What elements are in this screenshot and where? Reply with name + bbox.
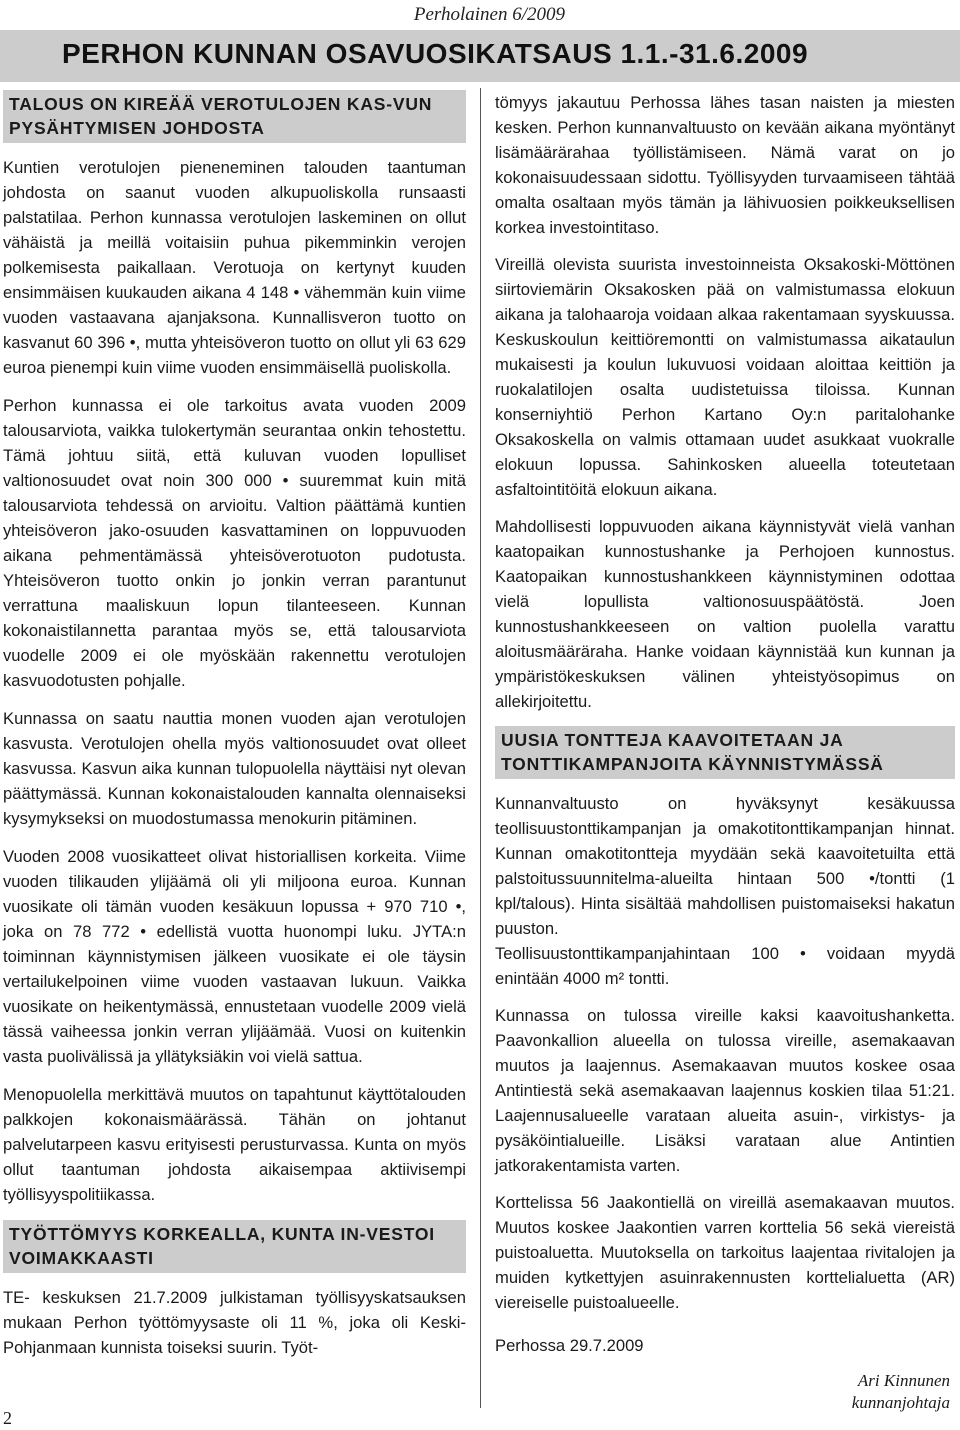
place-date: Perhossa 29.7.2009 xyxy=(495,1336,644,1355)
left-column xyxy=(3,90,466,1373)
running-header: Perholainen 6/2009 xyxy=(413,4,565,25)
paragraph: Vuoden 2008 vuosikatteet olivat historiallisen korkeita. Viime vuoden tilikauden ylijäämä oli yli miljoona euroa. Kunnan vuosikate oli tämän vuoden kesäkuun lopussa + 970 710 •, joka on 78 772 • edellistä vuotta huonompi luku. JYTA:n toiminnan käynnistymisen jälkeen vuosikate ei ole täysin vertailukelpoinen viime vuoden vastaavan lukuun. Vaikka vuosikate on heikentymässä, ennustetaan vuodelle 2009 vielä tässä vaiheessa jonkin verran ylijäämää. Vuosi on kuitenkin vasta puolivälissä ja yllätyksiäkin voi vielä sattua. xyxy=(3,847,466,1066)
paragraph: Perhon kunnassa ei ole tarkoitus avata vuoden 2009 talousarviota, vaikka tulokertymän seurantaa onkin tehostettu. Tämä johtuu siitä, että kuluvan vuoden lopulliset valtionosuudet ovat noin 300 000 • suuremmat kuin mitä talousarviota tehdessä on arvioitu. Valtion päättämä kuntien yhteisöveron jako-osuuden kasvattaminen on loppuvuoden aikana pehmentämässä yhteisöverotuoton pudotusta. Yhteisöveron tuotto onkin jo jonkin verran parantunut verrattuna maaliskuun lopun tilanteeseen. Kunnan kokonaistilannetta parantaa myös se, että talousarviota vuodelle 2009 ei ole myöskään rakennettu verotulojen kasvuodotusten pohjalle. xyxy=(3,396,466,690)
paragraph: Kunnassa on saatu nauttia monen vuoden ajan verotulojen kasvusta. Verotulojen ohella myös valtionosuudet ovat olleet kasvussa. Kasvun aika kunnan tulopuolella näyttäisi nyt olevan päättymässä. Kunnan kokonaistalouden kannalta olennaiseksi kysymykseksi on muodostumassa menokurin pitäminen. xyxy=(3,709,466,828)
paragraph: Menopuolella merkittävä muutos on tapahtunut käyttötalouden palkkojen kokonaismäärässä. Tähän on johtanut palvelutarpeen kasvu erityisesti perusturvassa. Kunta on myös ollut taantuman johdosta aikaisempaa aktiivisempi työllisyyspolitiikassa. xyxy=(3,1085,466,1204)
paragraph: Kunnassa on tulossa vireille kaksi kaavoitushanketta. Paavonkallion alueella on tulossa vireille, asemakaavan muutos ja laajennus. Asemakaavan muutos koskee osaa Antintiestä sekä asemakaavan laajennus koskien tilaa 51:21. Laajennusalueelle varataan alueita asuin-, virkistys- ja pysäköintialueille. Lisäksi varataan alue Antintien jatkorakentamista varten. xyxy=(495,1006,955,1175)
paragraph: Mahdollisesti loppuvuoden aikana käynnistyvät vielä vanhan kaatopaikan kunnostushanke ja Perhojoen kunnostus. Kaatopaikan kunnostushankkeen käynnistyminen odottaa vielä lopullista valtionosuuspäätöstä. Joen kunnostushankkeeseen on valtion puolella varattu aloitusmääräraha. Hanke voidaan käynnistää kun kunnan ja ympäristökeskuksen välinen yhteistyösopimus on allekirjoitettu. xyxy=(495,517,955,711)
paragraph: Korttelissa 56 Jaakontiellä on vireillä asemakaavan muutos. Muutos koskee Jaakontien varren korttelia 56 sekä viereistä puistoaluetta. Muutoksella on tarkoitus laajentaa rivitalojen ja muiden kytkettyjen asuinrakennusten korttelialuetta (AR) viereiselle puistoalueelle. xyxy=(495,1193,955,1312)
paragraph: Vireillä olevista suurista investoinneista Oksakoski-Möttönen siirtoviemärin Oksakosken pää on valmistumassa elokuun aikana ja talohaaroja voidaan alkaa rakentamaan syyskuussa. Keskuskoulun keittiöremontti on valmistumassa aikataulun mukaisesti ja koulun lukuvuosi voidaan aloittaa keittiön ja ruokalatilojen osalta uudistetuissa tiloissa. Kunnan konserniyhtiö Perhon Kartano Oy:n paritalohanke Oksakoskella on valmis ottamaan uudet asukkaat vuokralle elokuun lopussa. Sahinkosken alueella toteutetaan asfaltointitöitä elokuun aikana. xyxy=(495,255,955,499)
signer-title: kunnanjohtaja xyxy=(851,1393,950,1412)
right-column xyxy=(495,90,955,1414)
paragraph: Kuntien verotulojen pieneneminen talouden taantuman johdosta on saanut vuoden alkupuoliskolla runsaasti palstatilaa. Perhon kunnassa verotulojen laskeminen on ollut vähäistä ja meillä voitaisiin puhua pikemminkin verojen polkemisesta paikallaan. Verotuoja on kertynyt kuuden ensimmäisen kuukauden aikana 4 148 • vähemmän kuin viime vuoden vastaavana ajanjaksona. Kunnallisveron tuotto on kasvanut 60 396 •, mutta yhteisöveron tuotto on ollut yli 63 629 euroa pienempi kuin viime vuoden ensimmäisellä puoliskolla. xyxy=(3,158,466,377)
column-divider xyxy=(480,88,481,1408)
section-heading-talous: TALOUS ON KIREÄÄ VEROTULOJEN KAS-VUN PYSÄHTYMISEN JOHDOSTA xyxy=(3,90,466,143)
page-title: PERHON KUNNAN OSAVUOSIKATSAUS 1.1.-31.6.2009 xyxy=(62,38,809,69)
page-number: 2 xyxy=(3,1408,12,1428)
section-heading-tontit: UUSIA TONTTEJA KAAVOITETAAN JA TONTTIKAMPANJOITA KÄYNNISTYMÄSSÄ xyxy=(495,726,955,779)
paragraph: Kunnanvaltuusto on hyväksynyt kesäkuussa teollisuustonttikampanjan ja omakotitonttikampanjan hinnat. Kunnan omakotitontteja myydään sekä kaavoitetuilta että palstoitussuunnitelma-alueilta hintaan 500 •/tontti (1 kpl/talous). Hinta sisältää mahdollisen puistomaiseksi hakatun puuston. xyxy=(495,794,955,938)
signer-name: Ari Kinnunen xyxy=(857,1371,950,1390)
paragraph: tömyys jakautuu Perhossa lähes tasan naisten ja miesten kesken. Perhon kunnanvaltuusto on kevään aikana myöntänyt lisämäärärahaa työllistämiseen. Nämä varat on jo kokonaisuudessaan sidottu. Työllisyyden turvaamiseen tähtää omalta osaltaan myös tämän ja lähivuosien poikkeuksellisen korkea investointitaso. xyxy=(495,93,955,237)
paragraph: Teollisuustonttikampanjahintaan 100 • voidaan myydä enintään 4000 m² tontti. xyxy=(495,944,955,988)
paragraph: TE- keskuksen 21.7.2009 julkistaman työllisyyskatsauksen mukaan Perhon työttömyysaste oli 11 %, joka oli Keski-Pohjanmaan kunnista toiseksi suurin. Työt- xyxy=(3,1288,466,1357)
section-heading-tyottomyys: TYÖTTÖMYYS KORKEALLA, KUNTA IN-VESTOI VOIMAKKAASTI xyxy=(3,1220,466,1273)
